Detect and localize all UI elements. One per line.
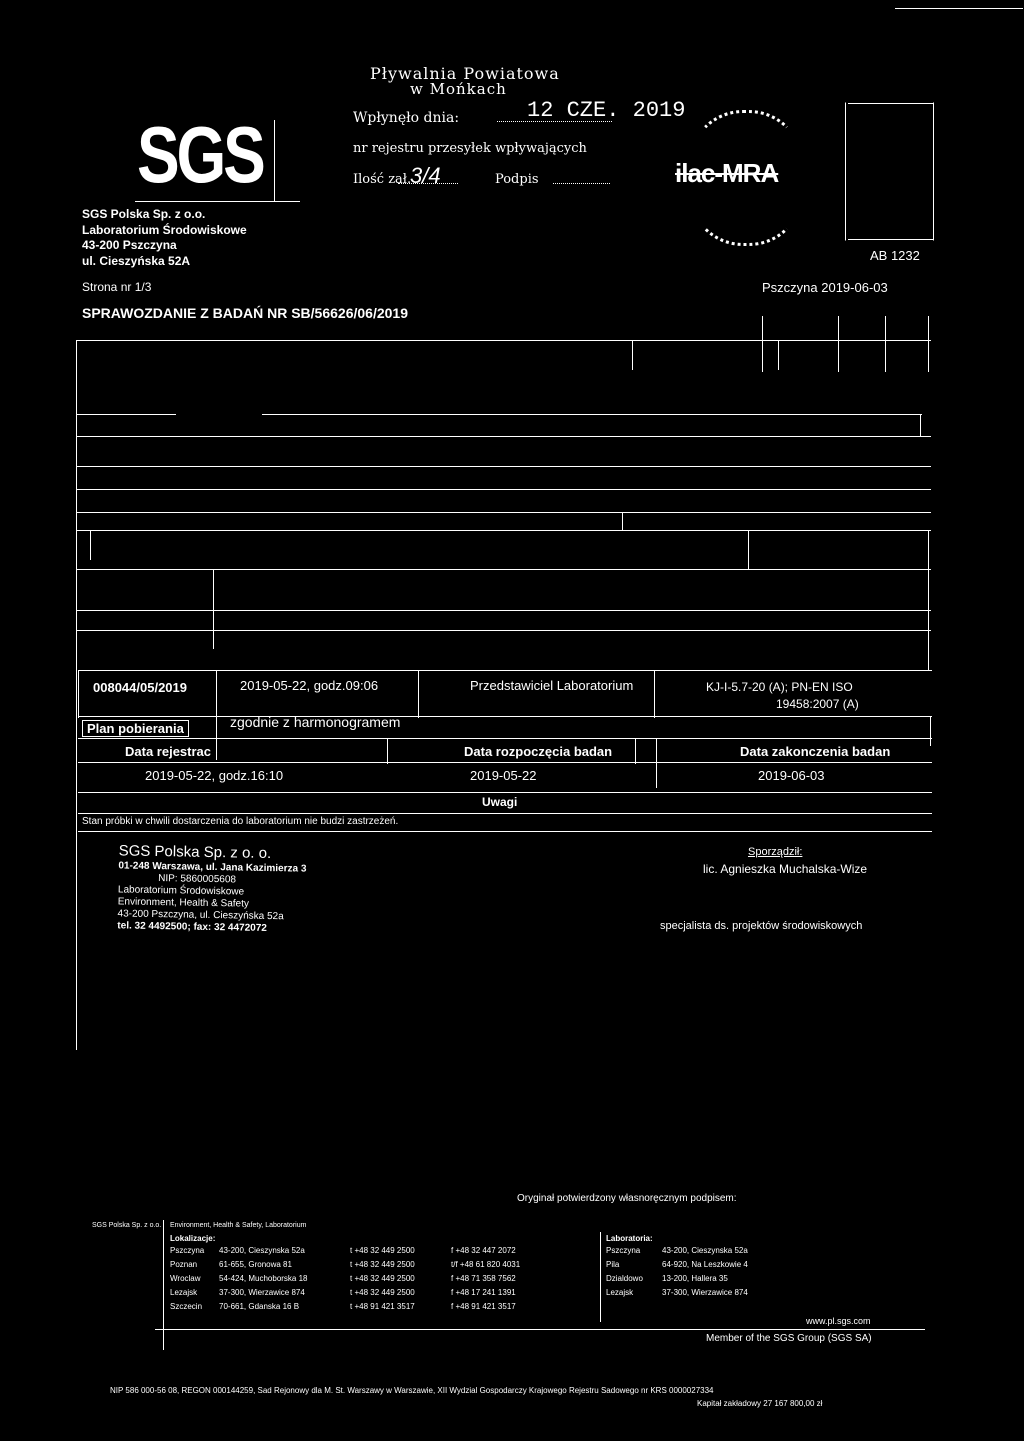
rule xyxy=(928,316,929,372)
place-date: Pszczyna 2019-06-03 xyxy=(762,280,888,295)
lab-address: 37-300, Wierzawice 874 xyxy=(662,1288,748,1297)
rule xyxy=(216,670,217,760)
location-city: Lezajsk xyxy=(170,1288,198,1297)
sgs-company: SGS Polska Sp. z o.o. xyxy=(82,207,206,221)
stamp-division: Environment, Health & Safety xyxy=(117,896,250,910)
lab-address: 43-200, Cieszynska 52a xyxy=(662,1246,748,1255)
method-line1: KJ-I-5.7-20 (A); PN-EN ISO xyxy=(706,680,853,694)
rule xyxy=(632,340,633,370)
lab-city: Pszczyna xyxy=(606,1246,641,1255)
rule xyxy=(76,414,176,415)
rule xyxy=(600,1232,601,1322)
sgs-logo: SGS xyxy=(137,110,263,199)
rule xyxy=(213,569,214,649)
accreditation-box-top xyxy=(848,103,933,104)
rule xyxy=(654,670,655,718)
rule xyxy=(78,670,932,671)
rule xyxy=(76,610,931,611)
rule xyxy=(262,414,922,415)
rule xyxy=(885,316,886,372)
footer-company: SGS Polska Sp. z o.o. xyxy=(92,1222,162,1229)
rule xyxy=(928,530,929,670)
rule xyxy=(930,716,931,746)
rule xyxy=(76,630,931,631)
attachments-label: Ilość zał. xyxy=(353,172,412,187)
rule xyxy=(76,340,931,341)
location-fax: f +48 32 447 2072 xyxy=(451,1246,516,1255)
rule xyxy=(78,813,932,814)
rule xyxy=(778,340,779,370)
signature-label: Podpis xyxy=(495,172,539,187)
page-number: Strona nr 1/3 xyxy=(82,280,152,294)
location-tel: t +48 32 449 2500 xyxy=(350,1274,415,1283)
accreditation-box-bottom xyxy=(848,239,933,240)
stamp-phone: tel. 32 4492500; fax: 32 4472072 xyxy=(117,920,267,934)
location-row xyxy=(170,1258,526,1272)
location-city: Wroclaw xyxy=(170,1274,201,1283)
rule xyxy=(90,530,91,560)
lab-city: Dzialdowo xyxy=(606,1274,643,1283)
original-note: Oryginał potwierdzony własnoręcznym podpisem: xyxy=(517,1193,737,1204)
signature-dots xyxy=(553,183,610,184)
footer-registry: NIP 586 000-56 08, REGON 000144259, Sad Rejonowy dla M. St. Warszawy w Warszawie, XII Wydzial Gospodarczy Krajowego Rejestru Sadowego nr KRS 0000027334 xyxy=(110,1386,714,1395)
rule xyxy=(78,670,79,718)
rule xyxy=(76,436,931,437)
received-label: Wpłynęło dnia: xyxy=(353,110,460,126)
location-row xyxy=(170,1244,526,1258)
location-tel: t +48 32 449 2500 xyxy=(350,1246,415,1255)
location-address: 37-300, Wierzawice 874 xyxy=(219,1288,305,1297)
lab-row xyxy=(606,1272,754,1286)
labs-header: Laboratoria: xyxy=(606,1234,653,1243)
start-label: Data rozpoczęcia badan xyxy=(464,744,613,759)
end-value: 2019-06-03 xyxy=(758,768,825,783)
rule xyxy=(838,316,839,372)
rule xyxy=(78,738,932,739)
received-date: 12 CZE. 2019 xyxy=(527,98,686,123)
rule xyxy=(76,530,931,531)
rule xyxy=(656,738,657,788)
start-value: 2019-05-22 xyxy=(470,768,537,783)
rule xyxy=(622,512,623,530)
sgs-logo-bar xyxy=(274,120,275,202)
sample-collected: 2019-05-22, godz.09:06 xyxy=(240,678,379,693)
accreditation-number: AB 1232 xyxy=(870,248,920,263)
lab-row xyxy=(606,1286,754,1300)
rule xyxy=(920,414,921,436)
rule xyxy=(163,1220,164,1350)
location-tel: t +48 91 421 3517 xyxy=(350,1302,415,1311)
sgs-lab: Laboratorium Środowiskowe xyxy=(82,222,247,237)
location-tel: t +48 32 449 2500 xyxy=(350,1288,415,1297)
location-address: 61-655, Gronowa 81 xyxy=(219,1260,292,1269)
location-address: 43-200, Cieszynska 52a xyxy=(219,1246,305,1255)
sample-id: 008044/05/2019 xyxy=(93,680,187,695)
location-row xyxy=(170,1300,526,1314)
stamp-nip: NIP: 5860005608 xyxy=(158,873,237,886)
register-label: nr rejestru przesyłek wpływających xyxy=(353,141,587,156)
rule xyxy=(76,466,931,467)
sgs-address-block xyxy=(82,207,247,269)
lab-address: 13-200, Hallera 35 xyxy=(662,1274,728,1283)
footer-member: Member of the SGS Group (SGS SA) xyxy=(706,1333,872,1344)
rule xyxy=(155,1329,925,1330)
location-address: 54-424, Muchoborska 18 xyxy=(219,1274,308,1283)
ilac-logo: ilac-MRA xyxy=(675,158,779,188)
top-edge-line xyxy=(895,8,1023,9)
location-fax: f +48 71 358 7562 xyxy=(451,1274,516,1283)
rule xyxy=(635,738,636,764)
rule xyxy=(76,569,931,570)
location-address: 70-661, Gdanska 16 B xyxy=(219,1302,300,1311)
stamp-lab: Laboratorium Środowiskowe xyxy=(117,884,245,898)
lab-row xyxy=(606,1258,754,1272)
footer-website[interactable]: www.pl.sgs.com xyxy=(806,1316,871,1326)
locations-header: Lokalizacje: xyxy=(170,1234,216,1243)
rule xyxy=(748,530,749,570)
rule xyxy=(418,670,419,718)
lab-address: 64-920, Na Leszkowie 4 xyxy=(662,1260,748,1269)
lab-city: Lezajsk xyxy=(606,1288,634,1297)
location-city: Pszczyna xyxy=(170,1246,205,1255)
stamp-address2: 43-200 Pszczyna, ul. Cieszyńska 52a xyxy=(117,908,284,923)
rule xyxy=(387,738,388,764)
sample-collector: Przedstawiciel Laboratorium xyxy=(470,678,634,693)
sgs-street: ul. Cieszyńska 52A xyxy=(82,253,191,268)
rule xyxy=(762,316,763,372)
rule xyxy=(78,792,932,793)
rule xyxy=(76,489,931,490)
remarks-label: Uwagi xyxy=(482,795,518,809)
lab-row xyxy=(606,1244,754,1258)
location-tel: t +48 32 449 2500 xyxy=(350,1260,415,1269)
rule xyxy=(78,716,932,717)
prepared-name: lic. Agnieszka Muchalska-Wize xyxy=(703,862,868,876)
locations-table xyxy=(170,1244,526,1314)
stamp-line1: Pływalnia Powiatowa xyxy=(370,64,560,83)
rule xyxy=(76,512,931,513)
method-line2: 19458:2007 (A) xyxy=(776,697,859,711)
location-row xyxy=(170,1286,526,1300)
rule xyxy=(76,340,77,1050)
prepared-label: Sporządził: xyxy=(748,846,803,858)
sgs-logo-underline xyxy=(135,201,300,202)
company-stamp xyxy=(117,842,307,935)
stamp-line2: w Mońkach xyxy=(410,80,507,98)
location-fax: f +48 91 421 3517 xyxy=(451,1302,516,1311)
location-fax: f +48 17 241 1391 xyxy=(451,1288,516,1297)
labs-table xyxy=(606,1244,754,1300)
sample-condition: Stan próbki w chwili dostarczenia do laboratorium nie budzi zastrzeżeń. xyxy=(82,816,399,827)
rule xyxy=(78,762,932,763)
stamp-address1: 01-248 Warszawa, ul. Jana Kazimierza 3 xyxy=(118,860,307,875)
plan-label: Plan pobierania xyxy=(82,720,189,737)
stamp-company: SGS Polska Sp. z o. o. xyxy=(118,842,272,863)
rule xyxy=(78,831,932,832)
plan-value: zgodnie z harmonogramem xyxy=(230,714,401,730)
end-label: Data zakonczenia badan xyxy=(740,744,891,759)
attachments-value: 3/4 xyxy=(410,163,441,188)
location-city: Poznan xyxy=(170,1260,198,1269)
registration-label: Data rejestrac xyxy=(125,744,211,759)
lab-city: Pila xyxy=(606,1260,620,1269)
location-row xyxy=(170,1272,526,1286)
accreditation-box xyxy=(845,102,934,241)
location-fax: t/f +48 61 820 4031 xyxy=(451,1260,521,1269)
prepared-role: specjalista ds. projektów środowiskowych xyxy=(660,920,863,932)
footer-capital: Kapitał zakładowy 27 167 800,00 zł xyxy=(697,1399,823,1408)
footer-division: Environment, Health & Safety, Laboratorium xyxy=(170,1222,307,1229)
registration-value: 2019-05-22, godz.16:10 xyxy=(145,768,284,783)
report-title: SPRAWOZDANIE Z BADAŃ NR SB/56626/06/2019 xyxy=(82,305,408,321)
location-city: Szczecin xyxy=(170,1302,203,1311)
sgs-postal: 43-200 Pszczyna xyxy=(82,238,177,252)
